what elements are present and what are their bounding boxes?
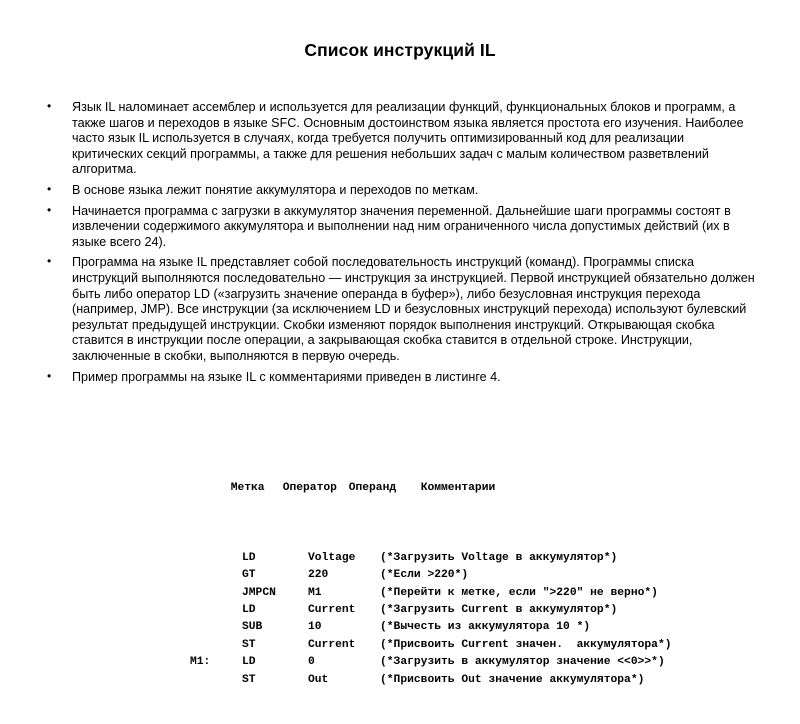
code-cell-comment: (*Загрузить в аккумулятор значение <<0>>*) <box>380 656 665 669</box>
code-cell-comment: (*Вычесть из аккумулятора 10 *) <box>380 621 591 634</box>
code-cell-operand: Voltage <box>308 551 356 564</box>
code-cell-operator: ST <box>242 673 256 686</box>
code-cell-operator: LD <box>242 551 256 564</box>
code-cell-operand: 0 <box>308 656 315 669</box>
code-listing <box>190 428 672 724</box>
code-cell-operator: LD <box>242 656 256 669</box>
code-row <box>190 550 672 567</box>
list-item <box>44 255 756 364</box>
bullet-list <box>44 100 756 390</box>
code-cell-comment: (*Присвоить Current значен. аккумулятора*) <box>380 638 672 651</box>
bullet-icon: • <box>47 181 52 196</box>
bullet-icon: • <box>47 254 52 269</box>
list-item <box>44 100 756 178</box>
code-cell-operator: ST <box>242 638 256 651</box>
code-cell-operand: Out <box>308 673 329 686</box>
list-item <box>44 370 756 386</box>
code-cell-operator: GT <box>242 569 256 582</box>
list-item-text: Пример программы на языке IL с комментариями приведен в листинге 4. <box>72 369 501 384</box>
list-item <box>44 183 756 199</box>
code-cell-operand: 220 <box>308 569 329 582</box>
code-cell-label: M1: <box>190 656 211 669</box>
bullet-icon: • <box>47 368 52 383</box>
code-cell-comment: (*Если >220*) <box>380 569 469 582</box>
code-cell-operator: SUB <box>242 621 263 634</box>
code-header-row <box>190 463 672 515</box>
code-row <box>190 567 672 584</box>
code-cell-operand: M1 <box>308 586 322 599</box>
list-item-text: Программа на языке IL представляет собой последовательность инструкций (команд). Программы списка инструкций выполняются последовательно — инструкция за инструкцией. Первой инструкцией обязательно должен быть либо оператор LD («загрузить значение операнда в буфер»), либо безусловная инструкция перехода (например, JMP). Все инструкции (за исключением LD и безусловных инструкций перехода) используют булевский результат предыдущей инструкции. Скобки изменяют порядок выполнения инструкций. Открывающая скобка ставится в инструкции после операции, а закрывающая скобка ставится в отдельной строке. Инструкции, заключенные в скобки, выполняются в первую очередь. <box>72 255 755 363</box>
code-cell-operator: JMPCN <box>242 586 276 599</box>
code-row <box>190 619 672 636</box>
column-header-operand: Операнд <box>348 482 397 495</box>
code-cell-comment: (*Перейти к метке, если ">220" не верно*) <box>380 586 658 599</box>
list-item-text: Язык IL наломинает ассемблер и используется для реализации функций, функциональных блоков и программ, а также шагов и переходов в языке SFC. Основным достоинством языка является простота его изучения. Наиболее часто язык IL используется в случаях, когда требуется получить оптимизированный код для реализации критических секций программы, а также для решения небольших задач с малым количеством разветвлений алгоритма. <box>72 100 744 177</box>
column-header-operator: Оператор <box>282 482 337 495</box>
list-item-text: В основе языка лежит понятие аккумулятора и переходов по меткам. <box>72 182 479 197</box>
list-item <box>44 204 756 251</box>
code-cell-comment: (*Загрузить Current в аккумулятор*) <box>380 604 618 617</box>
code-row <box>190 602 672 619</box>
code-cell-operand: 10 <box>308 621 322 634</box>
code-cell-comment: (*Загрузить Voltage в аккумулятор*) <box>380 551 618 564</box>
page-title: Список инструкций IL <box>304 40 496 60</box>
column-header-comment: Комментарии <box>420 482 496 495</box>
code-row <box>190 585 672 602</box>
column-header-label: Метка <box>230 482 265 495</box>
code-cell-operand: Current <box>308 638 356 651</box>
code-cell-comment: (*Присвоить Out значение аккумулятора*) <box>380 673 645 686</box>
code-row <box>190 672 672 689</box>
list-item-text: Начинается программа с загрузки в аккумулятор значения переменной. Дальнейшие шаги программы состоят в извлечении содержимого аккумулятора и выполнении над ним ограниченного числа допустимых действий (их в языке всего 24). <box>72 203 731 249</box>
bullet-icon: • <box>47 202 52 217</box>
code-body <box>190 550 672 689</box>
code-cell-operand: Current <box>308 604 356 617</box>
bullet-icon: • <box>47 99 52 113</box>
code-cell-operator: LD <box>242 604 256 617</box>
code-row <box>190 637 672 654</box>
code-row <box>190 654 672 671</box>
